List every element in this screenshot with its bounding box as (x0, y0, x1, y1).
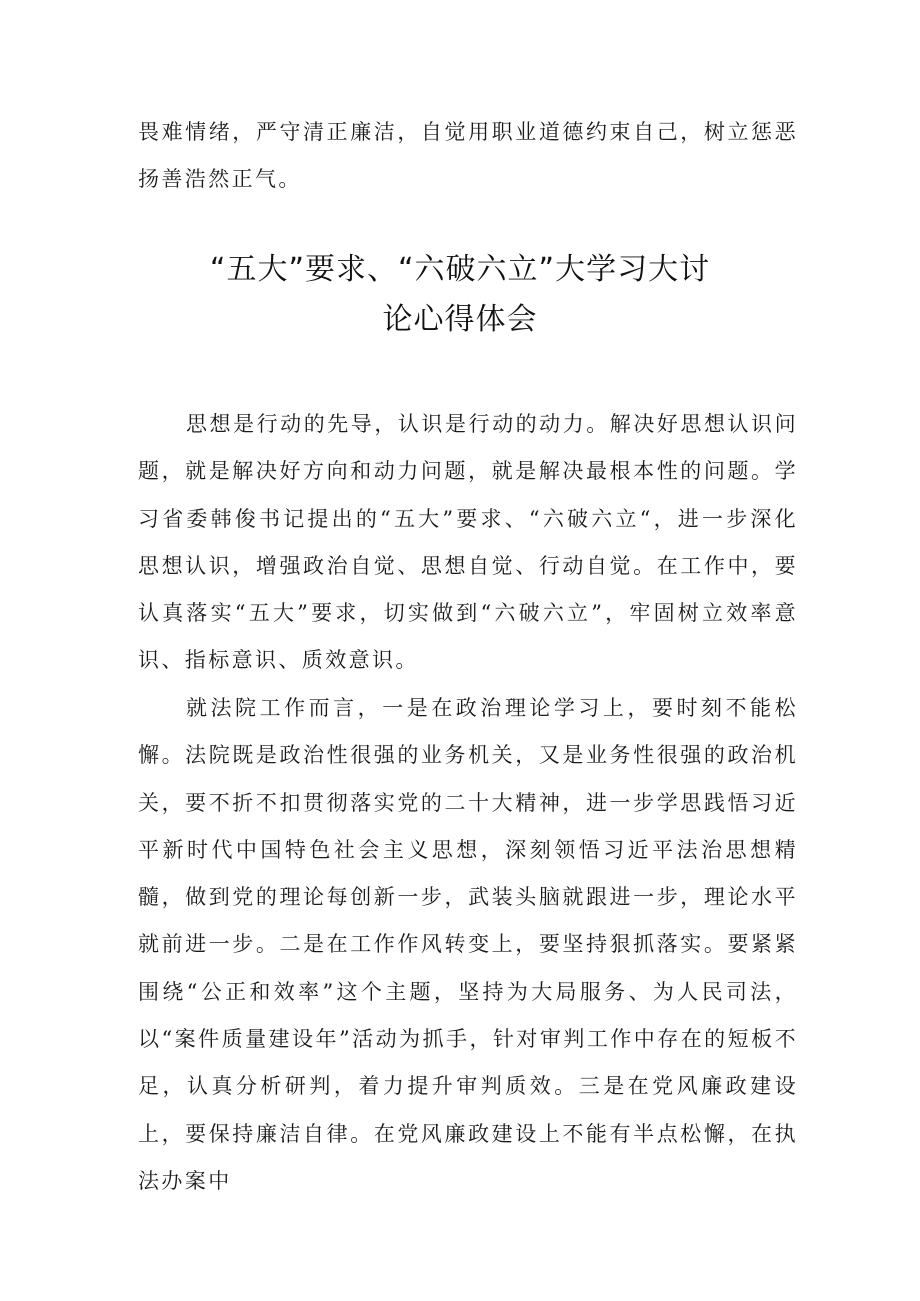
continuation-paragraph: 畏难情绪，严守清正廉洁，自觉用职业道德约束自己，树立惩恶扬善浩然正气。 (138, 120, 798, 192)
body-paragraph-1: 思想是行动的先导，认识是行动的动力。解决好思想认识问题，就是解决好方向和动力问题，就是解决最根本性的问题。学习省委韩俊书记提出的“五大”要求、“六破六立“，进一步深化思想认识，增强政治自觉、思想自觉、行动自觉。在工作中，要认真落实“五大”要求，切实做到“六破六立”，牢固树立效率意识、指标意识、质效意识。 (138, 412, 798, 673)
title-line-2: 论心得体会 (382, 302, 538, 337)
document-title (90, 245, 830, 345)
body-paragraph-2: 就法院工作而言，一是在政治理论学习上，要时刻不能松懈。法院既是政治性很强的业务机关，又是业务性很强的政治机关，要不折不扣贯彻落实党的二十大精神，进一步学思践悟习近平新时代中国特色社会主义思想，深刻领悟习近平法治思想精髓，做到党的理论每创新一步，武装头脑就跟进一步，理论水平就前进一步。二是在工作作风转变上，要坚持狠抓落实。要紧紧围绕“公正和效率”这个主题，坚持为大局服务、为人民司法，以“案件质量建设年”活动为抓手，针对审判工作中存在的短板不足，认真分析研判，着力提升审判质效。三是在党风廉政建设上，要保持廉洁自律。在党风廉政建设上不能有半点松懈，在执法办案中 (138, 696, 798, 1193)
title-line-1: “五大”要求、“六破六立”大学习大讨 (209, 252, 711, 287)
